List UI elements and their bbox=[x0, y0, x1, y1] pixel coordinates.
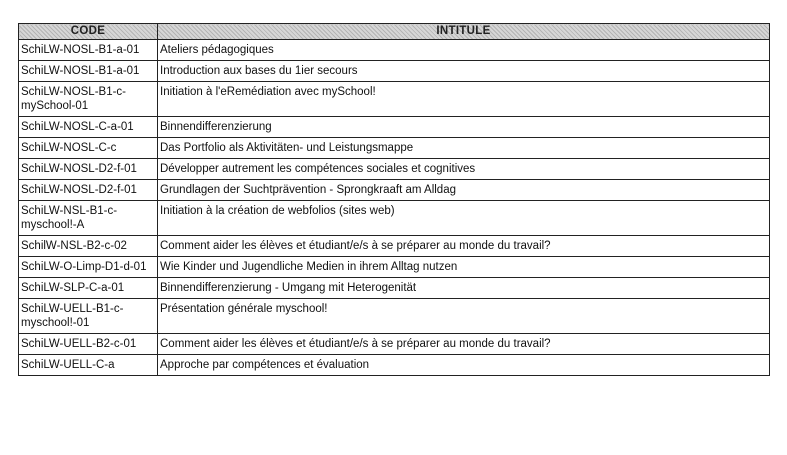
header-title: INTITULE bbox=[158, 24, 770, 40]
table-row bbox=[19, 159, 770, 180]
title-cell: Approche par compétences et évaluation bbox=[158, 355, 770, 376]
table-row bbox=[19, 180, 770, 201]
table-row bbox=[19, 334, 770, 355]
table-row bbox=[19, 201, 770, 236]
table-row bbox=[19, 299, 770, 334]
table-row bbox=[19, 278, 770, 299]
code-cell: SchiLW-UELL-C-a bbox=[19, 355, 158, 376]
code-cell: SchiLW-UELL-B2-c-01 bbox=[19, 334, 158, 355]
title-cell: Binnendifferenzierung bbox=[158, 117, 770, 138]
table-row bbox=[19, 355, 770, 376]
title-cell: Comment aider les élèves et étudiant/e/s à se préparer au monde du travail? bbox=[158, 236, 770, 257]
code-cell: SchiLW-UELL-B1-c-myschool!-01 bbox=[19, 299, 158, 334]
code-cell: SchiLW-O-Limp-D1-d-01 bbox=[19, 257, 158, 278]
course-table bbox=[18, 23, 770, 376]
code-cell: SchiLW-NOSL-D2-f-01 bbox=[19, 180, 158, 201]
table-row bbox=[19, 40, 770, 61]
code-cell: SchiLW-SLP-C-a-01 bbox=[19, 278, 158, 299]
code-cell: SchiLW-NOSL-B1-a-01 bbox=[19, 40, 158, 61]
header-row bbox=[19, 24, 770, 40]
code-cell: SchiLW-NOSL-B1-a-01 bbox=[19, 61, 158, 82]
title-cell: Initiation à la création de webfolios (sites web) bbox=[158, 201, 770, 236]
code-cell: SchilW-NSL-B2-c-02 bbox=[19, 236, 158, 257]
table-row bbox=[19, 61, 770, 82]
title-cell: Développer autrement les compétences sociales et cognitives bbox=[158, 159, 770, 180]
title-cell: Présentation générale myschool! bbox=[158, 299, 770, 334]
title-cell: Binnendifferenzierung - Umgang mit Heterogenität bbox=[158, 278, 770, 299]
header-code: CODE bbox=[19, 24, 158, 40]
table-row bbox=[19, 236, 770, 257]
code-cell: SchiLW-NOSL-B1-c-mySchool-01 bbox=[19, 82, 158, 117]
title-cell: Grundlagen der Suchtprävention - Sprongkraaft am Alldag bbox=[158, 180, 770, 201]
table-row bbox=[19, 138, 770, 159]
code-cell: SchiLW-NOSL-D2-f-01 bbox=[19, 159, 158, 180]
table-row bbox=[19, 257, 770, 278]
course-table-container bbox=[18, 23, 769, 376]
title-cell: Comment aider les élèves et étudiant/e/s à se préparer au monde du travail? bbox=[158, 334, 770, 355]
table-row bbox=[19, 82, 770, 117]
table-row bbox=[19, 117, 770, 138]
title-cell: Introduction aux bases du 1ier secours bbox=[158, 61, 770, 82]
code-cell: SchiLW-NOSL-C-a-01 bbox=[19, 117, 158, 138]
title-cell: Wie Kinder und Jugendliche Medien in ihrem Alltag nutzen bbox=[158, 257, 770, 278]
code-cell: SchiLW-NOSL-C-c bbox=[19, 138, 158, 159]
title-cell: Das Portfolio als Aktivitäten- und Leistungsmappe bbox=[158, 138, 770, 159]
code-cell: SchiLW-NSL-B1-c-myschool!-A bbox=[19, 201, 158, 236]
title-cell: Ateliers pédagogiques bbox=[158, 40, 770, 61]
title-cell: Initiation à l'eRemédiation avec mySchool! bbox=[158, 82, 770, 117]
